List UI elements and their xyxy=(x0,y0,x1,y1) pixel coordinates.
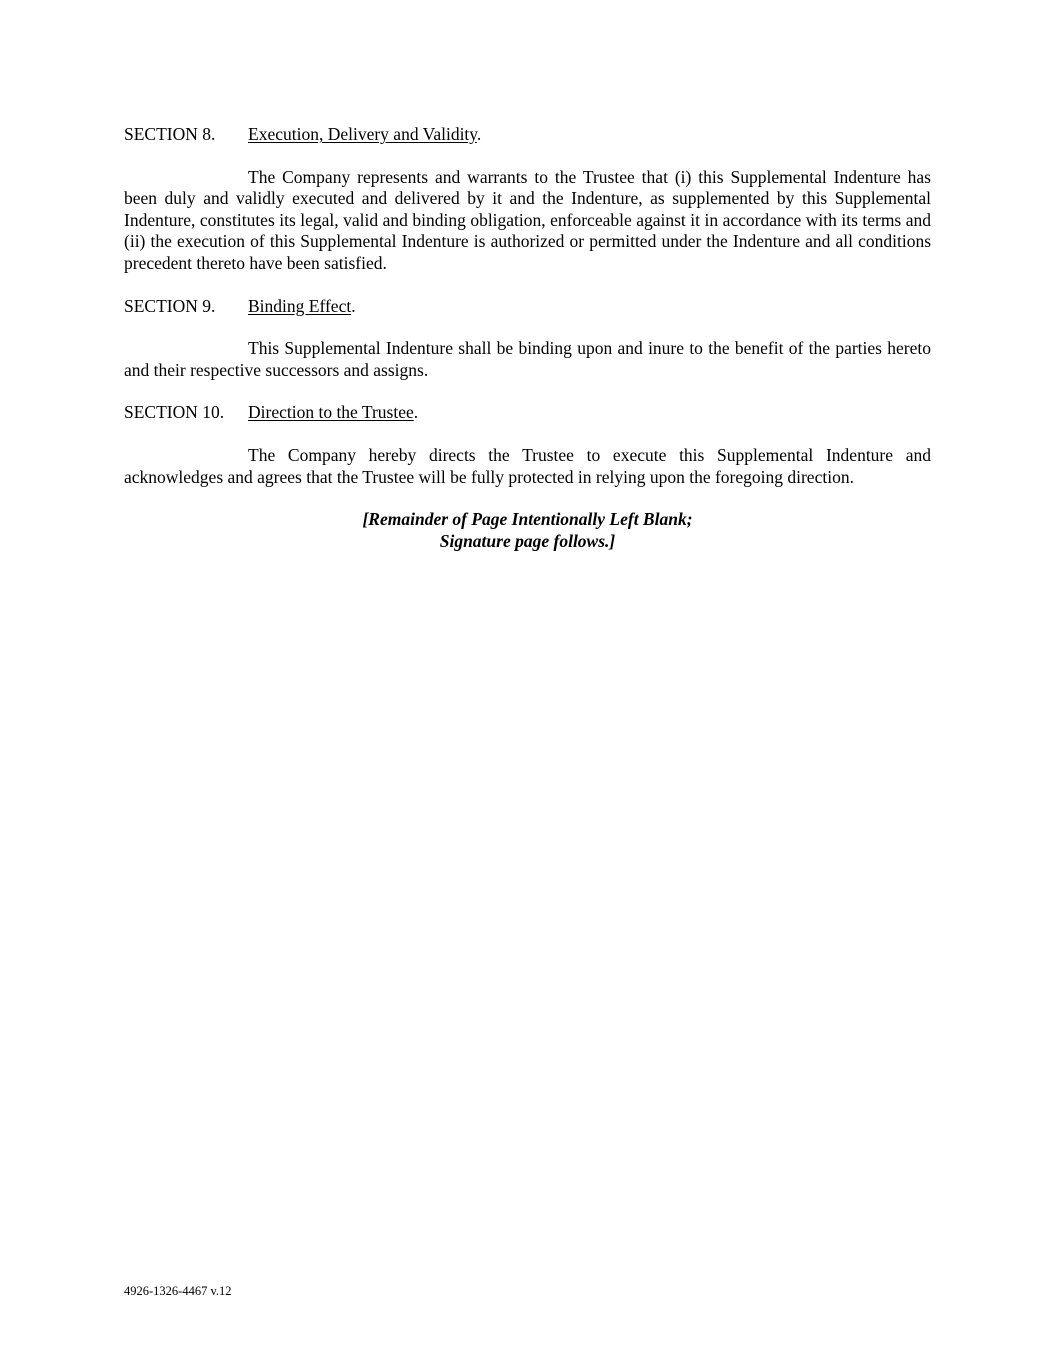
section-10 xyxy=(124,402,931,488)
section-heading xyxy=(124,402,931,424)
footer-doc-id: 4926-1326-4467 v.12 xyxy=(124,1284,232,1298)
section-title-suffix: . xyxy=(413,402,419,423)
section-heading xyxy=(124,296,931,318)
document-body xyxy=(124,124,931,552)
section-body: This Supplemental Indenture shall be binding upon and inure to the benefit of the parties hereto and their respective successors and assigns. xyxy=(124,338,931,380)
section-title-suffix: . xyxy=(476,124,482,144)
remainder-note-line-1: [Remainder of Page Intentionally Left Blank; xyxy=(362,509,693,530)
section-number: SECTION 9. xyxy=(124,295,216,316)
remainder-note xyxy=(124,509,931,552)
section-title: Execution, Delivery and Validity xyxy=(248,124,477,144)
section-number: SECTION 10. xyxy=(124,402,225,423)
section-title-suffix: . xyxy=(351,295,356,316)
section-8 xyxy=(124,124,931,275)
remainder-note-line-2: Signature page follows.] xyxy=(439,530,616,551)
section-title: Direction to the Trustee xyxy=(248,402,414,423)
section-body: The Company hereby directs the Trustee to execute this Supplemental Indenture and acknowledges and agrees that the Trustee will be fully protected in relying upon the foregoing direction. xyxy=(124,444,931,487)
section-body: The Company represents and warrants to the Trustee that (i) this Supplemental Indenture has been duly and validly executed and delivered by it and the Indenture, as supplemented by this Supplemental Indenture, constitutes its legal, valid and binding obligation, enforceable against it in accordance with its terms and (ii) the execution of this Supplemental Indenture is authorized or permitted under the Indenture and all conditions precedent thereto have been satisfied. xyxy=(124,166,931,273)
section-number: SECTION 8. xyxy=(124,124,216,144)
section-9 xyxy=(124,296,931,382)
section-title: Binding Effect xyxy=(248,295,352,316)
section-heading xyxy=(124,124,931,146)
